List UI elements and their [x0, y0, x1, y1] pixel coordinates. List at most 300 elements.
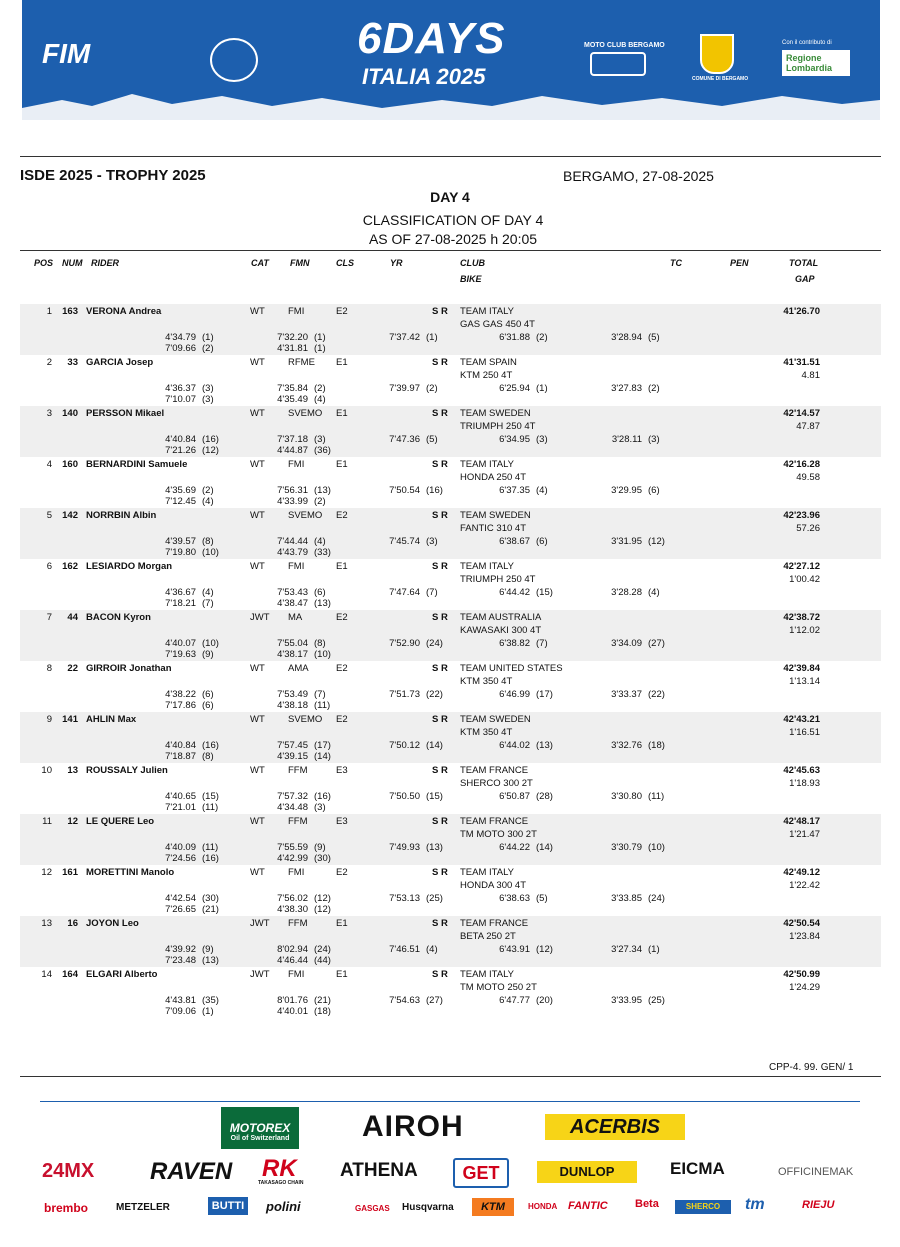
rider-cat: WT: [250, 408, 265, 419]
split-time: 7'26.65: [165, 904, 196, 915]
rider-gap: 1'21.47: [789, 829, 820, 840]
split-rank: (27): [426, 995, 443, 1006]
classification-title: CLASSIFICATION OF DAY 4: [362, 212, 544, 228]
rider-cat: WT: [250, 867, 265, 878]
event-banner: [22, 0, 880, 120]
rider-bike: TRIUMPH 250 4T: [460, 574, 536, 585]
rider-fmn: SVEMO: [288, 510, 323, 521]
split-rank: (6): [314, 587, 326, 598]
rider-num: 141: [62, 714, 78, 725]
rider-fmn: RFME: [288, 357, 315, 368]
club-logo: [590, 52, 646, 76]
rider-club: TEAM FRANCE: [460, 816, 529, 827]
rider-cls: E2: [336, 663, 348, 674]
split-time: 4'40.01: [277, 1006, 308, 1017]
col-cls: CLS: [336, 258, 354, 268]
split-time: 6'38.82: [499, 638, 530, 649]
split-rank: (7): [202, 598, 214, 609]
rider-pos: 7: [46, 612, 52, 623]
rider-fmn: FMI: [288, 306, 305, 317]
split-rank: (7): [314, 689, 326, 700]
split-rank: (17): [536, 689, 553, 700]
classification-time: AS OF 27-08-2025 h 20:05: [368, 231, 538, 247]
split-time: 7'21.26: [165, 445, 196, 456]
rider-pos: 8: [46, 663, 52, 674]
split-rank: (2): [426, 383, 438, 394]
split-rank: (16): [202, 434, 219, 445]
split-time: 7'09.06: [165, 1006, 196, 1017]
split-time: 3'32.76: [611, 740, 642, 751]
rider-cls: E2: [336, 714, 348, 725]
rider-pos: 12: [41, 867, 52, 878]
split-time: 4'38.30: [277, 904, 308, 915]
split-time: 4'42.54: [165, 893, 196, 904]
split-rank: (6): [536, 536, 548, 547]
rider-num: 163: [62, 306, 78, 317]
rider-fmn: FMI: [288, 969, 305, 980]
location-date: BERGAMO, 27-08-2025: [563, 168, 714, 184]
split-rank: (6): [202, 689, 214, 700]
split-time: 4'40.65: [165, 791, 196, 802]
split-time: 6'44.42: [499, 587, 530, 598]
24mx-logo: 24MX: [42, 1160, 95, 1182]
rider-club: TEAM FRANCE: [460, 918, 529, 929]
split-time: 7'56.31: [277, 485, 308, 496]
split-rank: (1): [536, 383, 548, 394]
split-time: 7'53.43: [277, 587, 308, 598]
split-rank: (10): [648, 842, 665, 853]
rider-fmn: MA: [288, 612, 303, 623]
rider-total: 42'14.57: [783, 408, 820, 419]
split-time: 3'27.34: [611, 944, 642, 955]
split-time: 4'40.09: [165, 842, 196, 853]
split-time: 4'38.22: [165, 689, 196, 700]
split-rank: (18): [314, 1006, 331, 1017]
ktm-logo: KTM: [472, 1198, 514, 1216]
split-rank: (4): [314, 536, 326, 547]
split-time: 7'18.21: [165, 598, 196, 609]
split-time: 3'33.95: [611, 995, 642, 1006]
split-time: 4'39.15: [277, 751, 308, 762]
split-time: 4'38.47: [277, 598, 308, 609]
split-rank: (28): [536, 791, 553, 802]
split-time: 7'52.90: [389, 638, 420, 649]
split-time: 7'19.63: [165, 649, 196, 660]
split-rank: (14): [314, 751, 331, 762]
rider-club: TEAM UNITED STATES: [460, 663, 563, 674]
split-time: 7'51.73: [389, 689, 420, 700]
rider-cat: WT: [250, 765, 265, 776]
rider-total: 42'43.21: [783, 714, 820, 725]
split-time: 4'36.67: [165, 587, 196, 598]
footer-rule: [20, 1076, 881, 1077]
split-rank: (4): [202, 496, 214, 507]
split-time: 3'27.83: [611, 383, 642, 394]
split-rank: (3): [314, 434, 326, 445]
rider-total: 42'27.12: [783, 561, 820, 572]
split-time: 7'56.02: [277, 893, 308, 904]
rider-bike: KTM 250 4T: [460, 370, 513, 381]
rider-pos: 4: [46, 459, 52, 470]
split-rank: (16): [314, 791, 331, 802]
sherco-logo: SHERCO: [675, 1200, 731, 1214]
split-time: 7'32.20: [277, 332, 308, 343]
rider-total: 42'45.63: [783, 765, 820, 776]
rk-logo: RK: [262, 1155, 297, 1182]
region-small-text: Con il contributo di: [782, 40, 832, 46]
rider-cls: E3: [336, 765, 348, 776]
split-time: 3'28.28: [611, 587, 642, 598]
rider-fmn: FMI: [288, 867, 305, 878]
split-rank: (13): [314, 485, 331, 496]
col-tc: TC: [670, 258, 682, 268]
split-time: 4'43.79: [277, 547, 308, 558]
rider-num: 22: [67, 663, 78, 674]
polini-logo: polini: [266, 1199, 301, 1214]
rider-cls: E2: [336, 306, 348, 317]
split-time: 6'47.77: [499, 995, 530, 1006]
split-time: 7'23.48: [165, 955, 196, 966]
split-rank: (35): [202, 995, 219, 1006]
rk-tagline: TAKASAGO CHAIN: [258, 1180, 304, 1186]
rider-cls: E1: [336, 561, 348, 572]
rider-cat: JWT: [250, 918, 270, 929]
split-rank: (17): [314, 740, 331, 751]
event-logo-subtitle: ITALIA 2025: [362, 64, 486, 89]
rider-sr: S R: [432, 510, 448, 521]
split-rank: (15): [536, 587, 553, 598]
rider-bike: TRIUMPH 250 4T: [460, 421, 536, 432]
rider-num: 142: [62, 510, 78, 521]
split-rank: (12): [202, 445, 219, 456]
split-rank: (21): [314, 995, 331, 1006]
split-rank: (8): [202, 751, 214, 762]
split-rank: (11): [314, 700, 331, 711]
rider-cls: E1: [336, 459, 348, 470]
rider-pos: 11: [42, 816, 52, 827]
rider-total: 41'31.51: [783, 357, 820, 368]
rider-name: PERSSON Mikael: [86, 408, 165, 419]
rider-sr: S R: [432, 306, 448, 317]
col-bike: BIKE: [460, 274, 482, 284]
page-code: CPP-4. 99. GEN/ 1: [769, 1062, 854, 1073]
split-rank: (11): [202, 802, 219, 813]
col-pen: PEN: [730, 258, 749, 268]
rider-num: 162: [62, 561, 78, 572]
metzeler-logo: METZELER: [116, 1202, 170, 1213]
rider-total: 42'49.12: [783, 867, 820, 878]
split-rank: (5): [648, 332, 660, 343]
split-time: 4'40.84: [165, 740, 196, 751]
split-rank: (12): [314, 893, 331, 904]
rider-name: JOYON Leo: [86, 918, 139, 929]
rider-num: 160: [62, 459, 78, 470]
rider-pos: 2: [46, 357, 52, 368]
split-time: 3'34.09: [611, 638, 642, 649]
split-time: 3'28.94: [611, 332, 642, 343]
rider-gap: 47.87: [796, 421, 820, 432]
split-rank: (16): [426, 485, 443, 496]
split-rank: (2): [648, 383, 660, 394]
split-rank: (2): [314, 383, 326, 394]
rider-sr: S R: [432, 459, 448, 470]
col-cat: CAT: [251, 258, 269, 268]
col-yr: YR: [390, 258, 403, 268]
motorex-label: MOTOREX: [229, 1121, 291, 1135]
split-rank: (3): [426, 536, 438, 547]
split-time: 7'39.97: [389, 383, 420, 394]
rider-fmn: FMI: [288, 561, 305, 572]
rider-bike: GAS GAS 450 4T: [460, 319, 535, 330]
rider-pos: 10: [41, 765, 52, 776]
split-rank: (4): [202, 587, 214, 598]
split-time: 4'42.99: [277, 853, 308, 864]
split-time: 7'54.63: [389, 995, 420, 1006]
rider-gap: 4.81: [801, 370, 820, 381]
honda-logo: HONDA: [528, 1202, 558, 1211]
eicma-logo: EICMA: [670, 1159, 725, 1178]
split-rank: (13): [536, 740, 553, 751]
gasgas-logo: GASGAS: [355, 1204, 390, 1213]
rider-num: 12: [67, 816, 78, 827]
split-time: 7'24.56: [165, 853, 196, 864]
split-rank: (16): [202, 853, 219, 864]
col-rider: RIDER: [91, 258, 120, 268]
rider-bike: TM MOTO 300 2T: [460, 829, 537, 840]
rider-sr: S R: [432, 408, 448, 419]
split-time: 4'40.84: [165, 434, 196, 445]
rider-total: 42'48.17: [783, 816, 820, 827]
split-time: 3'30.79: [611, 842, 642, 853]
split-time: 7'12.45: [165, 496, 196, 507]
split-rank: (13): [314, 598, 331, 609]
col-num: NUM: [62, 258, 83, 268]
rider-bike: SHERCO 300 2T: [460, 778, 533, 789]
rider-cls: E1: [336, 918, 348, 929]
split-rank: (13): [202, 955, 219, 966]
rider-sr: S R: [432, 867, 448, 878]
rider-cat: WT: [250, 714, 265, 725]
split-rank: (6): [202, 700, 214, 711]
split-time: 7'49.93: [389, 842, 420, 853]
split-rank: (1): [202, 1006, 214, 1017]
rider-club: TEAM ITALY: [460, 459, 515, 470]
rider-fmn: FFM: [288, 918, 308, 929]
split-time: 7'46.51: [389, 944, 420, 955]
rider-gap: 1'16.51: [789, 727, 820, 738]
rider-sr: S R: [432, 765, 448, 776]
rider-total: 41'26.70: [783, 306, 820, 317]
split-time: 7'21.01: [165, 802, 196, 813]
rider-cls: E2: [336, 612, 348, 623]
husqvarna-logo: Husqvarna: [402, 1202, 454, 1213]
split-time: 4'34.79: [165, 332, 196, 343]
header-rule: [20, 250, 881, 251]
split-rank: (4): [536, 485, 548, 496]
split-time: 7'53.13: [389, 893, 420, 904]
rider-gap: 1'24.29: [789, 982, 820, 993]
split-time: 4'44.87: [277, 445, 308, 456]
split-time: 6'38.67: [499, 536, 530, 547]
split-rank: (18): [648, 740, 665, 751]
rider-pos: 3: [46, 408, 52, 419]
split-rank: (1): [426, 332, 438, 343]
rider-pos: 5: [46, 510, 52, 521]
rider-total: 42'39.84: [783, 663, 820, 674]
split-time: 4'35.69: [165, 485, 196, 496]
city-logo-text: COMUNE DI BERGAMO: [692, 76, 749, 82]
split-time: 6'38.63: [499, 893, 530, 904]
rider-cat: WT: [250, 510, 265, 521]
split-time: 4'39.92: [165, 944, 196, 955]
championship-title: ISDE 2025 - TROPHY 2025: [20, 167, 206, 184]
rider-fmn: AMA: [288, 663, 309, 674]
rider-sr: S R: [432, 612, 448, 623]
split-rank: (7): [536, 638, 548, 649]
rider-club: TEAM ITALY: [460, 561, 515, 572]
split-time: 7'37.42: [389, 332, 420, 343]
rider-fmn: SVEMO: [288, 714, 323, 725]
rider-cat: WT: [250, 561, 265, 572]
split-rank: (22): [426, 689, 443, 700]
split-time: 7'57.45: [277, 740, 308, 751]
rider-cat: WT: [250, 816, 265, 827]
split-rank: (15): [202, 791, 219, 802]
split-time: 8'01.76: [277, 995, 308, 1006]
col-total: TOTAL: [789, 258, 819, 268]
rider-club: TEAM SWEDEN: [460, 408, 531, 419]
split-rank: (12): [536, 944, 553, 955]
split-rank: (1): [314, 343, 326, 354]
split-time: 7'55.04: [277, 638, 308, 649]
rider-name: AHLIN Max: [86, 714, 137, 725]
split-rank: (2): [202, 343, 214, 354]
split-time: 7'53.49: [277, 689, 308, 700]
beta-logo: Beta: [635, 1198, 659, 1210]
split-rank: (13): [426, 842, 443, 853]
rider-gap: 1'12.02: [789, 625, 820, 636]
rider-num: 44: [67, 612, 78, 623]
rider-cat: JWT: [250, 612, 270, 623]
rider-name: VERONA Andrea: [86, 306, 162, 317]
club-logo-text: MOTO CLUB BERGAMO: [584, 42, 665, 49]
col-fmn: FMN: [290, 258, 310, 268]
split-rank: (4): [648, 587, 660, 598]
rider-num: 13: [67, 765, 78, 776]
split-rank: (12): [314, 904, 331, 915]
split-time: 7'47.36: [389, 434, 420, 445]
rider-sr: S R: [432, 561, 448, 572]
split-rank: (10): [314, 649, 331, 660]
split-rank: (4): [426, 944, 438, 955]
split-rank: (8): [314, 638, 326, 649]
rider-sr: S R: [432, 714, 448, 725]
rider-pos: 13: [41, 918, 52, 929]
fantic-logo: FANTIC: [568, 1200, 608, 1212]
rider-gap: 1'23.84: [789, 931, 820, 942]
rider-club: TEAM SWEDEN: [460, 510, 531, 521]
rider-gap: 1'13.14: [789, 676, 820, 687]
split-rank: (7): [426, 587, 438, 598]
split-rank: (3): [536, 434, 548, 445]
split-rank: (20): [536, 995, 553, 1006]
split-rank: (24): [648, 893, 665, 904]
split-time: 7'18.87: [165, 751, 196, 762]
sponsor-divider: [40, 1101, 860, 1102]
col-club: CLUB: [460, 258, 485, 268]
rider-name: BERNARDINI Samuele: [86, 459, 188, 470]
split-time: 3'31.95: [611, 536, 642, 547]
rider-club: TEAM ITALY: [460, 306, 515, 317]
split-rank: (3): [314, 802, 326, 813]
rider-cls: E2: [336, 510, 348, 521]
split-time: 7'19.80: [165, 547, 196, 558]
rider-sr: S R: [432, 663, 448, 674]
split-time: 7'45.74: [389, 536, 420, 547]
rider-pos: 9: [46, 714, 52, 725]
rider-total: 42'50.54: [783, 918, 820, 929]
split-rank: (2): [202, 485, 214, 496]
split-rank: (15): [426, 791, 443, 802]
officinemak-logo: OFFICINEMAK: [778, 1166, 854, 1178]
split-rank: (4): [314, 394, 326, 405]
split-time: 4'35.49: [277, 394, 308, 405]
split-rank: (22): [648, 689, 665, 700]
rider-club: TEAM ITALY: [460, 867, 515, 878]
rider-bike: KTM 350 4T: [460, 727, 513, 738]
split-time: 7'50.54: [389, 485, 420, 496]
rider-bike: FANTIC 310 4T: [460, 523, 526, 534]
tm-logo: tm: [745, 1196, 765, 1213]
split-rank: (3): [202, 394, 214, 405]
acerbis-logo: ACERBIS: [545, 1114, 685, 1140]
rider-bike: TM MOTO 250 2T: [460, 982, 537, 993]
split-rank: (14): [426, 740, 443, 751]
split-time: 3'30.80: [611, 791, 642, 802]
butti-logo: BUTTI: [208, 1197, 248, 1215]
split-time: 6'44.02: [499, 740, 530, 751]
split-time: 4'36.37: [165, 383, 196, 394]
fmi-logo: [210, 38, 258, 82]
rider-bike: HONDA 250 4T: [460, 472, 526, 483]
split-time: 7'10.07: [165, 394, 196, 405]
split-time: 6'37.35: [499, 485, 530, 496]
split-rank: (21): [202, 904, 219, 915]
rider-cls: E1: [336, 969, 348, 980]
rieju-logo: RIEJU: [802, 1199, 835, 1211]
col-pos: POS: [34, 258, 54, 268]
rider-num: 161: [62, 867, 78, 878]
rider-cat: WT: [250, 663, 265, 674]
split-rank: (36): [314, 445, 331, 456]
rider-sr: S R: [432, 918, 448, 929]
rider-cls: E3: [336, 816, 348, 827]
split-rank: (9): [202, 649, 214, 660]
rider-sr: S R: [432, 969, 448, 980]
rider-gap: 57.26: [796, 523, 820, 534]
split-time: 4'33.99: [277, 496, 308, 507]
rider-cat: WT: [250, 459, 265, 470]
get-logo: GET: [453, 1158, 509, 1188]
rider-num: 33: [67, 357, 78, 368]
split-time: 6'44.22: [499, 842, 530, 853]
rider-name: GIRROIR Jonathan: [86, 663, 172, 674]
motorex-logo: [221, 1107, 299, 1149]
rider-gap: 1'22.42: [789, 880, 820, 891]
split-time: 3'29.95: [611, 485, 642, 496]
mountain-silhouette: [22, 86, 880, 120]
rider-num: 164: [62, 969, 78, 980]
